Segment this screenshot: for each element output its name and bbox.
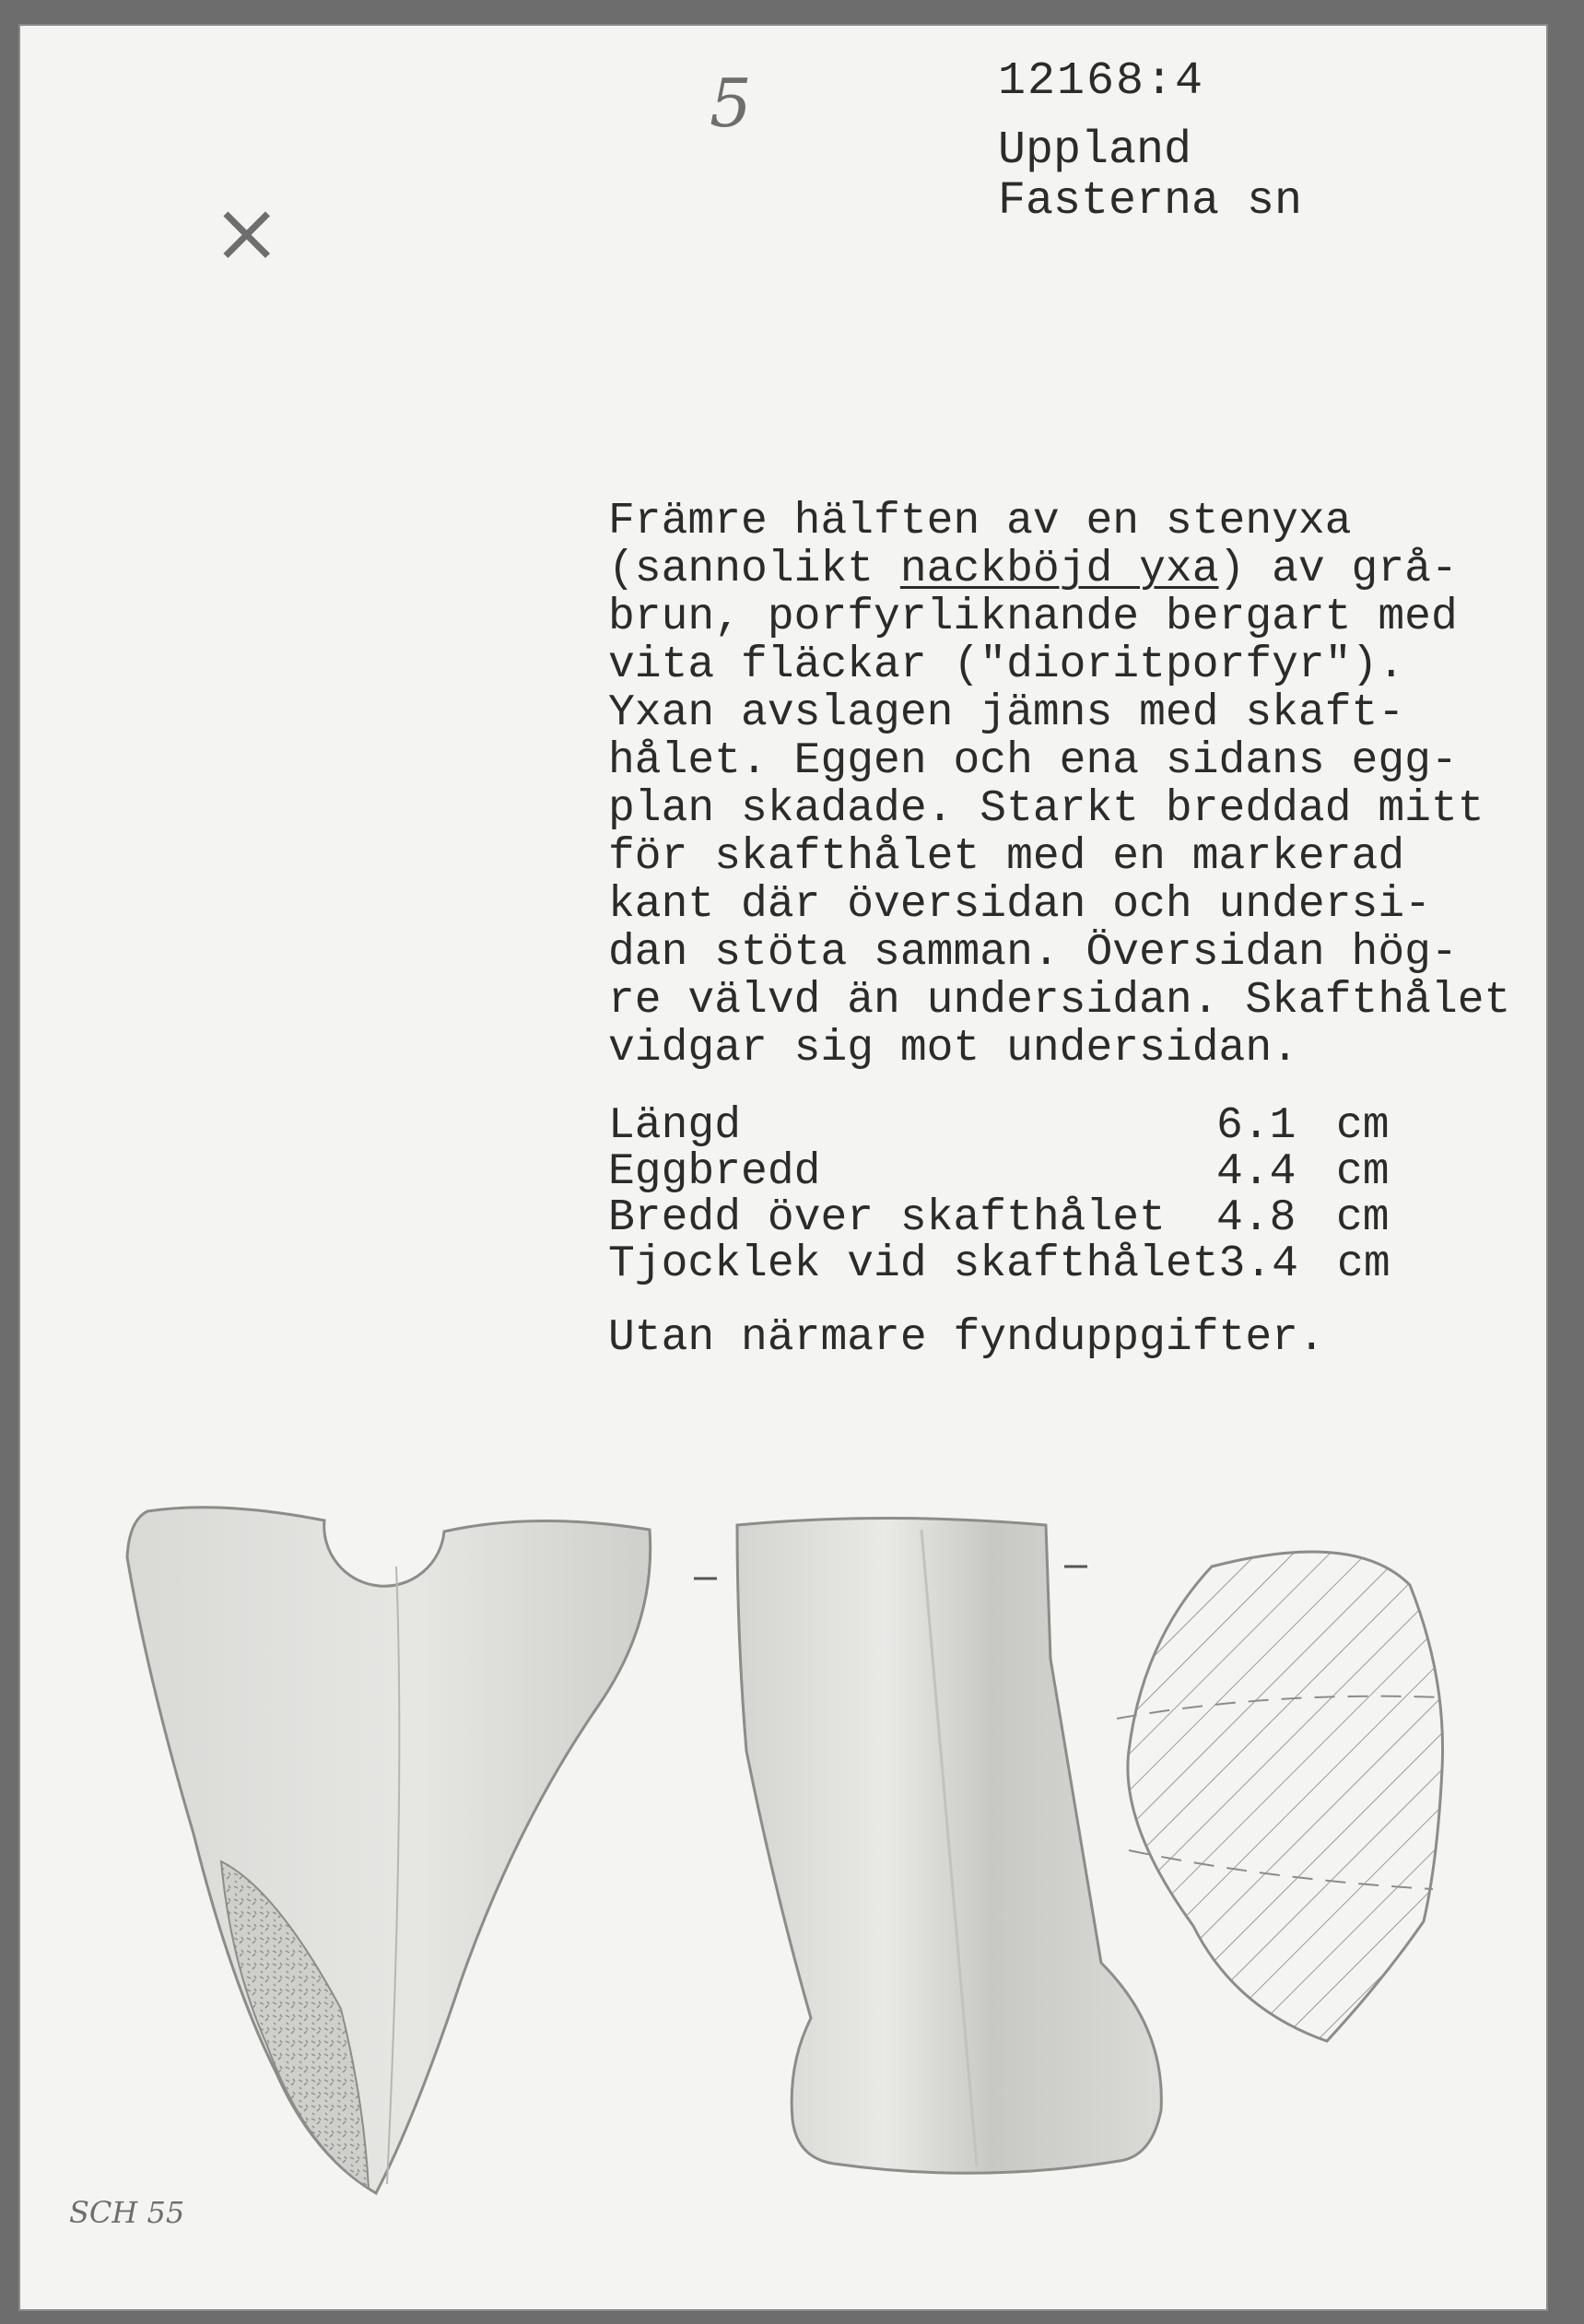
- description-line: re välvd än undersidan. Skafthålet: [608, 977, 1511, 1025]
- description-line: (sannolikt nackböjd yxa) av grå-: [608, 546, 1458, 593]
- axe-top-view-drawing: [127, 1508, 651, 2193]
- description-underlined: nackböjd yxa: [899, 546, 1219, 593]
- province: Uppland: [998, 124, 1192, 177]
- measurement-label: Längd: [608, 1101, 742, 1151]
- handwritten-number: 5: [710, 65, 752, 142]
- handwritten-cross: ×: [212, 184, 282, 281]
- handwritten-signature: SCH 55: [69, 2195, 185, 2230]
- measurement-label: Eggbredd: [608, 1147, 821, 1197]
- measurement-unit: cm: [1336, 1193, 1390, 1243]
- axe-side-view-drawing: [694, 1519, 1161, 2174]
- description-line: hålet. Eggen och ena sidans egg-: [608, 737, 1458, 785]
- description-line: brun, porfyrliknande bergart med: [608, 593, 1458, 641]
- description-line: plan skadade. Starkt breddad mitt: [608, 785, 1484, 833]
- measurement-value: 4.4: [1216, 1147, 1297, 1197]
- measurement-unit: cm: [1337, 1239, 1390, 1289]
- measurement-value: 4.8: [1216, 1193, 1297, 1243]
- measurement-label: Tjocklek vid skafthålet: [608, 1239, 1219, 1289]
- measurement-value: 6.1: [1216, 1101, 1297, 1151]
- description-line: kant där översidan och undersi-: [608, 881, 1431, 929]
- description-line: Yxan avslagen jämns med skaft-: [608, 689, 1405, 737]
- find-note: Utan närmare fynduppgifter.: [608, 1313, 1325, 1363]
- axe-cross-section-drawing: [1117, 1552, 1443, 2041]
- description-line: vidgar sig mot undersidan.: [608, 1025, 1298, 1073]
- measurement-label: Bredd över skafthålet: [608, 1193, 1166, 1243]
- description-line: vita fläckar ("dioritporfyr").: [608, 641, 1405, 689]
- measurement-unit: cm: [1336, 1147, 1390, 1197]
- description-line: Främre hälften av en stenyxa: [608, 498, 1352, 546]
- measurement-unit: cm: [1336, 1101, 1390, 1151]
- measurement-value: 3.4: [1218, 1239, 1298, 1289]
- catalog-number: 12168:4: [998, 55, 1205, 108]
- description-line: dan stöta samman. Översidan hög-: [608, 929, 1458, 977]
- parish: Fasterna sn: [998, 175, 1303, 228]
- description-line: för skafthålet med en markerad: [608, 833, 1405, 881]
